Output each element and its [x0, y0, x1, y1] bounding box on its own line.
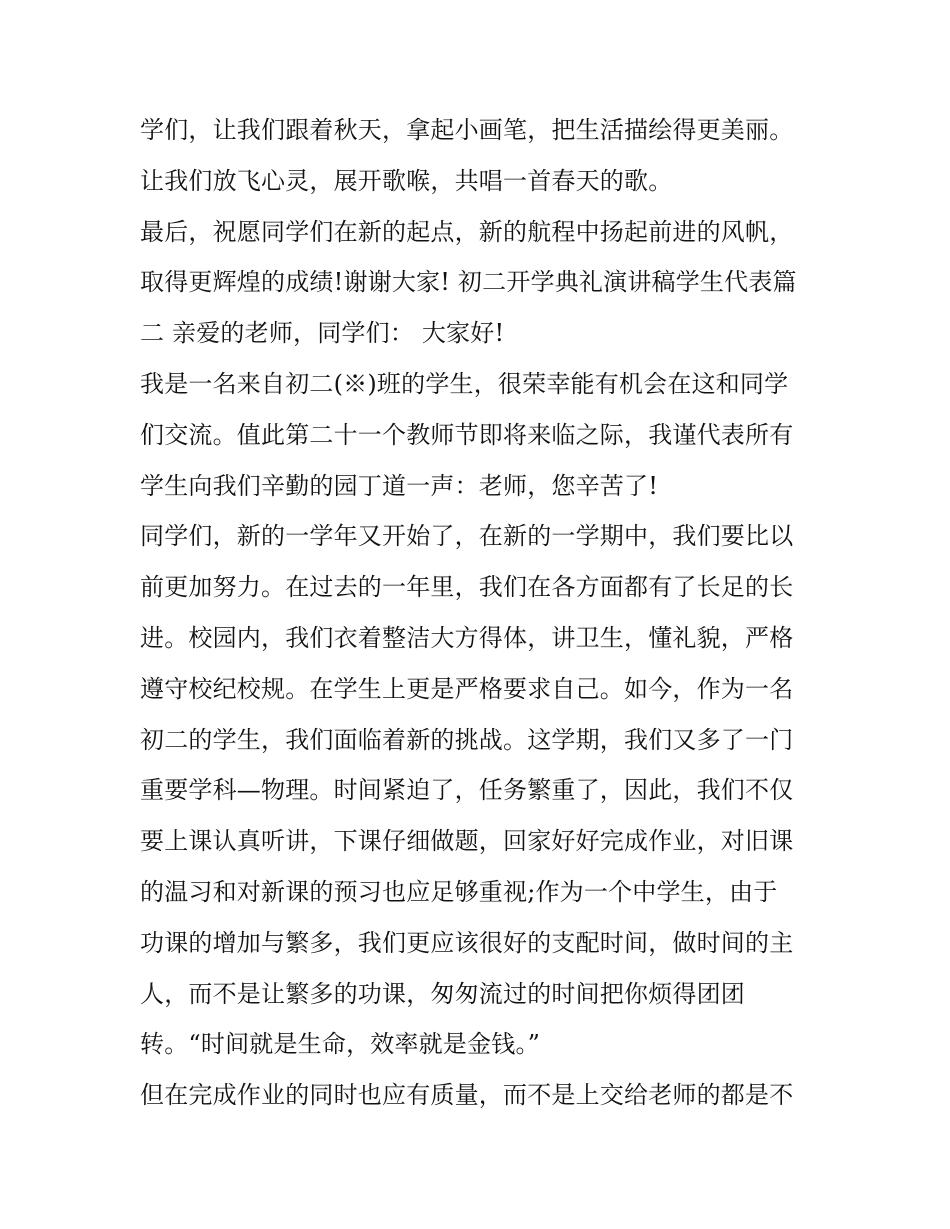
- text-line-1: 学们，让我们跟着秋天，拿起小画笔，把生活描绘得更美丽。: [140, 116, 794, 144]
- text-line-8: 学生向我们辛勤的园丁道一声：老师，您辛苦了!: [140, 471, 659, 500]
- text-line-20: 但在完成作业的同时也应有质量，而不是上交给老师的都是不: [140, 1081, 794, 1110]
- text-line-7: 们交流。值此第二十一个教师节即将来临之际，我谨代表所有: [140, 420, 794, 449]
- text-line-18: 人，而不是让繁多的功课，匆匆流过的时间把你烦得团团: [140, 979, 745, 1008]
- text-line-4: 取得更辉煌的成绩!谢谢大家! 初二开学典礼演讲稿学生代表篇: [140, 268, 797, 297]
- text-line-10: 前更加努力。在过去的一年里，我们在各方面都有了长足的长: [140, 573, 794, 602]
- text-line-19: 转。“时间就是生命，效率就是金钱。”: [140, 1030, 541, 1059]
- text-line-5: 二 亲爱的老师，同学们： 大家好!: [140, 319, 505, 348]
- text-line-16: 的温习和对新课的预习也应足够重视;作为一个中学生，由于: [140, 877, 778, 906]
- text-line-6: 我是一名来自初二(※)班的学生，很荣幸能有机会在这和同学: [140, 369, 789, 398]
- text-line-11: 进。校园内，我们衣着整洁大方得体，讲卫生，懂礼貌，严格: [140, 623, 794, 652]
- text-line-9: 同学们，新的一学年又开始了，在新的一学期中，我们要比以: [140, 522, 794, 551]
- text-line-12: 遵守校纪校规。在学生上更是严格要求自己。如今，作为一名: [140, 674, 794, 703]
- text-line-13: 初二的学生，我们面临着新的挑战。这学期，我们又多了一门: [140, 725, 794, 754]
- text-line-17: 功课的增加与繁多，我们更应该很好的支配时间，做时间的主: [140, 928, 794, 957]
- document-text-body: [140, 105, 820, 1121]
- text-line-2: 让我们放飞心灵，展开歌喉，共唱一首春天的歌。: [140, 166, 673, 195]
- text-line-15: 要上课认真听讲，下课仔细做题，回家好好完成作业，对旧课: [140, 827, 794, 856]
- text-line-14: 重要学科—物理。时间紧迫了，任务繁重了，因此，我们不仅: [140, 776, 794, 805]
- text-line-3: 最后，祝愿同学们在新的起点，新的航程中扬起前进的风帆，: [140, 217, 794, 246]
